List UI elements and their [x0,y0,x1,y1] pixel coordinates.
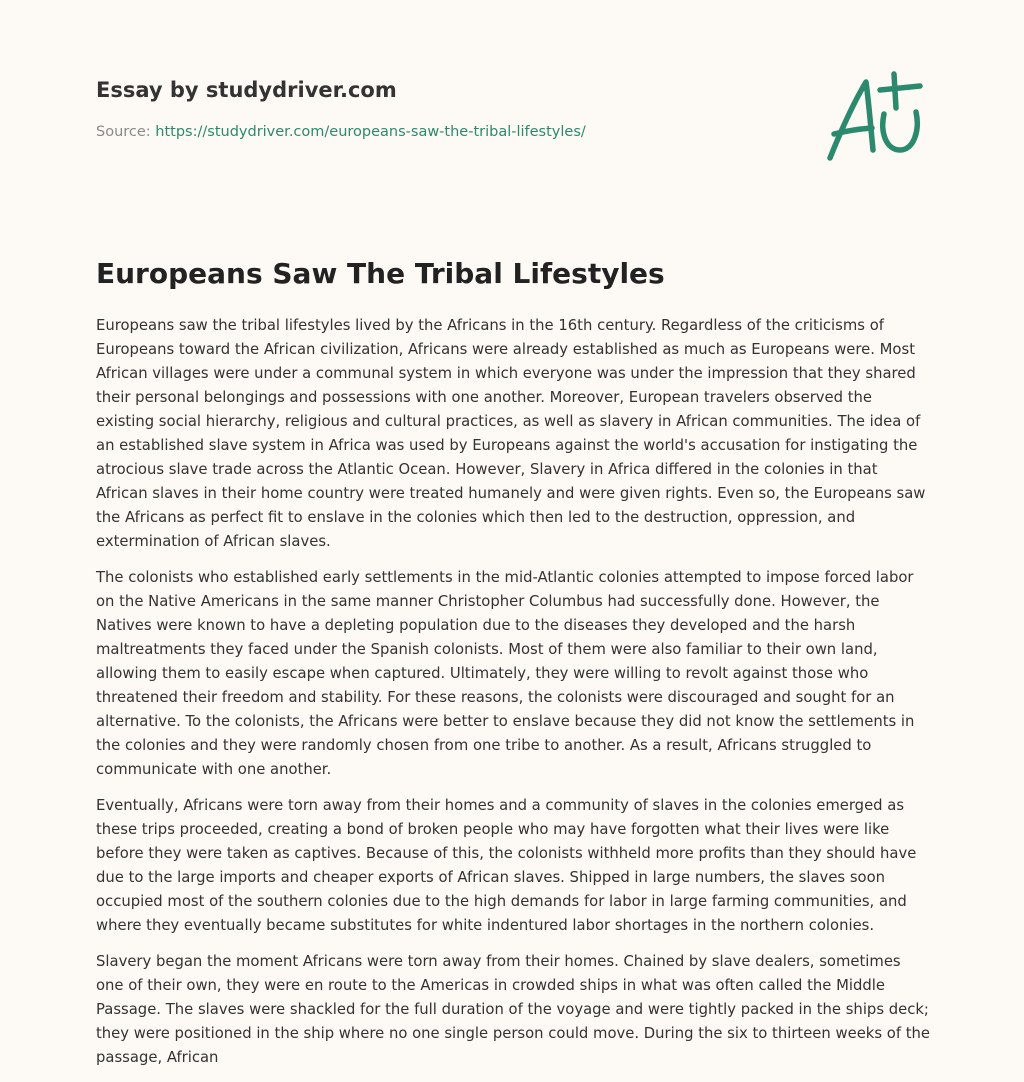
paragraph-2: The colonists who established early settlements in the mid-Atlantic colonies attempted to impose forced labor on the Native Americans in the same manner Christopher Columbus had successfully done. However, the Natives were known to have a depleting population due to the diseases they developed and the harsh maltreatments they faced under the Spanish colonists. Most of them were also familiar to their own land, allowing them to easily escape when captured. Ultimately, they were willing to revolt against those who threatened their freedom and stability. For these reasons, the colonists were discouraged and sought for an alternative. To the colonists, the Africans were better to enslave because they did not know the settlements in the colonies and they were randomly chosen from one tribe to another. As a result, Africans struggled to communicate with one another. [96,569,915,778]
a-plus-logo-icon [820,66,930,166]
source-line [96,122,796,142]
paragraph-3: Eventually, Africans were torn away from their homes and a community of slaves in the colonies emerged as these trips proceeded, creating a bond of broken people who may have forgotten what their lives were like before they were taken as captives. Because of this, the colonists withheld more profits than they should have due to the large imports and cheaper exports of African slaves. Shipped in large numbers, the slaves soon occupied most of the southern colonies due to the high demands for labor in large farming communities, and where they eventually became substitutes for white indentured labor shortages in the northern colonies. [96,797,917,934]
article-title: Europeans Saw The Tribal Lifestyles [96,257,665,290]
brand-title: Essay by studydriver.com [96,78,397,102]
source-link[interactable]: https://studydriver.com/europeans-saw-the-tribal-lifestyles/ [155,124,586,140]
essay-header [96,76,796,142]
paragraph-1: Europeans saw the tribal lifestyles lived by the Africans in the 16th century. Regardless of the criticisms of Europeans toward the African civilization, Africans were already established as much as Europeans were. Most African villages were under a communal system in which everyone was under the impression that they shared their personal belongings and possessions with one another. Moreover, European travelers observed the existing social hierarchy, religious and cultural practices, as well as slavery in African communities. The idea of an established slave system in Africa was used by Europeans against the world's accusation for instigating the atrocious slave trade across the Atlantic Ocean. However, Slavery in Africa differed in the colonies in that African slaves in their home country were treated humanely and were given rights. Even so, the Europeans saw the Africans as perfect fit to enslave in the colonies which then led to the destruction, oppression, and extermination of African slaves. [96,317,926,550]
article-body [96,314,931,1082]
source-label: Source: [96,124,156,140]
paragraph-4: Slavery began the moment Africans were torn away from their homes. Chained by slave dealers, sometimes one of their own, they were en route to the Americas in crowded ships in what was often called the Middle Passage. The slaves were shackled for the full duration of the voyage and were tightly packed in the ships deck; they were positioned in the ship where no one single person could move. During the six to thirteen weeks of the passage, African [96,953,931,1066]
